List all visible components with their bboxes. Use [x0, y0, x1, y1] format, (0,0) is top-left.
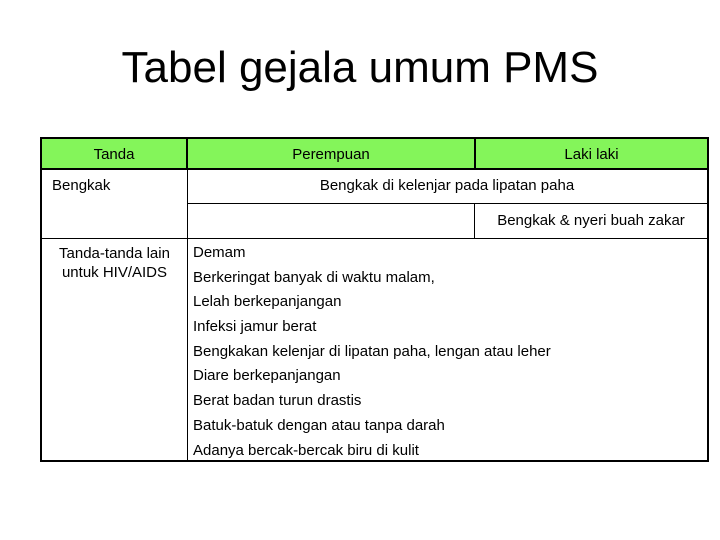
list-item: Lelah berkepanjangan	[193, 293, 342, 311]
page-title: Tabel gejala umum PMS	[121, 43, 599, 92]
list-item: Batuk-batuk dengan atau tanpa darah	[193, 416, 445, 434]
list-item: Demam	[193, 244, 246, 261]
hiv-symptom-list	[187, 238, 709, 462]
row-label-hiv-line1: Tanda-tanda lain	[59, 245, 170, 262]
row-label-bengkak: Bengkak	[40, 168, 188, 239]
bengkak-female-empty-cell	[187, 203, 475, 239]
row-label-hiv	[40, 238, 188, 462]
row-label-hiv-line2: untuk HIV/AIDS	[61, 264, 168, 281]
list-item: Diare berkepanjangan	[193, 367, 341, 385]
list-item: Berkeringat banyak di waktu malam,	[193, 268, 435, 286]
list-item: Infeksi jamur berat	[193, 318, 317, 336]
list-item: Berat badan turun drastis	[193, 392, 362, 410]
list-item: Adanya bercak-bercak biru di kulit	[193, 441, 419, 459]
bengkak-male-symptom: Bengkak & nyeri buah zakar	[474, 203, 709, 239]
header-tanda: Tanda	[40, 137, 188, 170]
header-laki-laki: Laki laki	[474, 137, 709, 170]
symptom-table	[40, 137, 709, 462]
list-item: Bengkakan kelenjar di lipatan paha, lengan atau leher	[193, 342, 551, 360]
header-perempuan: Perempuan	[186, 137, 476, 170]
bengkak-shared-symptom: Bengkak di kelenjar pada lipatan paha	[187, 168, 709, 204]
